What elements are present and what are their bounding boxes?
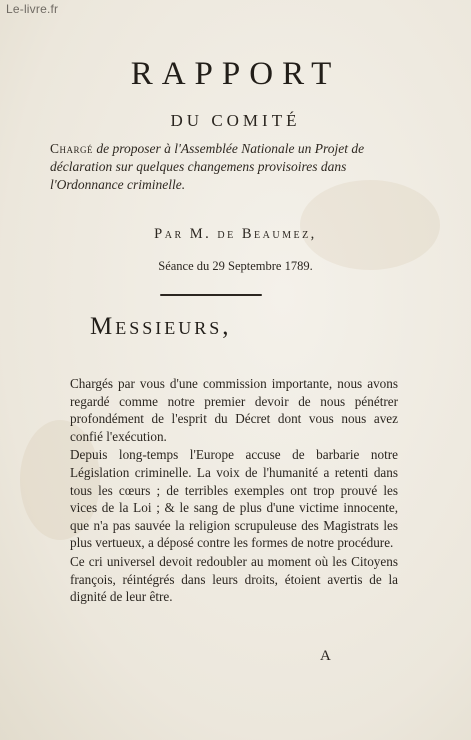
divider-rule	[160, 294, 262, 296]
purpose-text: de proposer à l'Assemblée Nationale un Projet de déclaration sur quelques changemens provisoires dans l'Ordonnance criminelle.	[50, 141, 365, 192]
document-subtitle: DU COMITÉ	[170, 111, 301, 130]
salutation: Messieurs,	[90, 313, 232, 340]
paragraph: Ce cri universel devoit redoubler au moment où les Citoyens françois, réintégrés dans leurs droits, étoient avertis de la dignité de leur être.	[70, 553, 398, 605]
paragraph: Depuis long-temps l'Europe accuse de barbarie notre Législation criminelle. La voix de l'humanité a retenti dans tous les cœurs ; de terribles exemples ont trop prouvé les vices de la Loi ; & le sang de plus d'une victime innocente, que n'a pas sauvée la religion scrupuleuse des Magistrats les plus vertueux, a déposé contre les formes de notre procédure.	[70, 447, 398, 551]
watermark: Le-livre.fr	[6, 2, 59, 16]
document-title: RAPPORT	[130, 56, 341, 92]
session-date: Séance du 29 Septembre 1789.	[158, 259, 313, 273]
document-purpose	[50, 140, 385, 194]
paragraph: Chargés par vous d'une commission importante, nous avons regardé comme notre premier devoir de nous pénétrer profondément de l'esprit du Décret dont vous nous avez confié l'exécution.	[70, 376, 398, 444]
signature-mark: A	[320, 648, 331, 664]
purpose-lead-word: Chargé	[50, 141, 94, 156]
author-line: Par M. de Beaumez,	[154, 226, 317, 242]
body-text	[70, 375, 398, 606]
